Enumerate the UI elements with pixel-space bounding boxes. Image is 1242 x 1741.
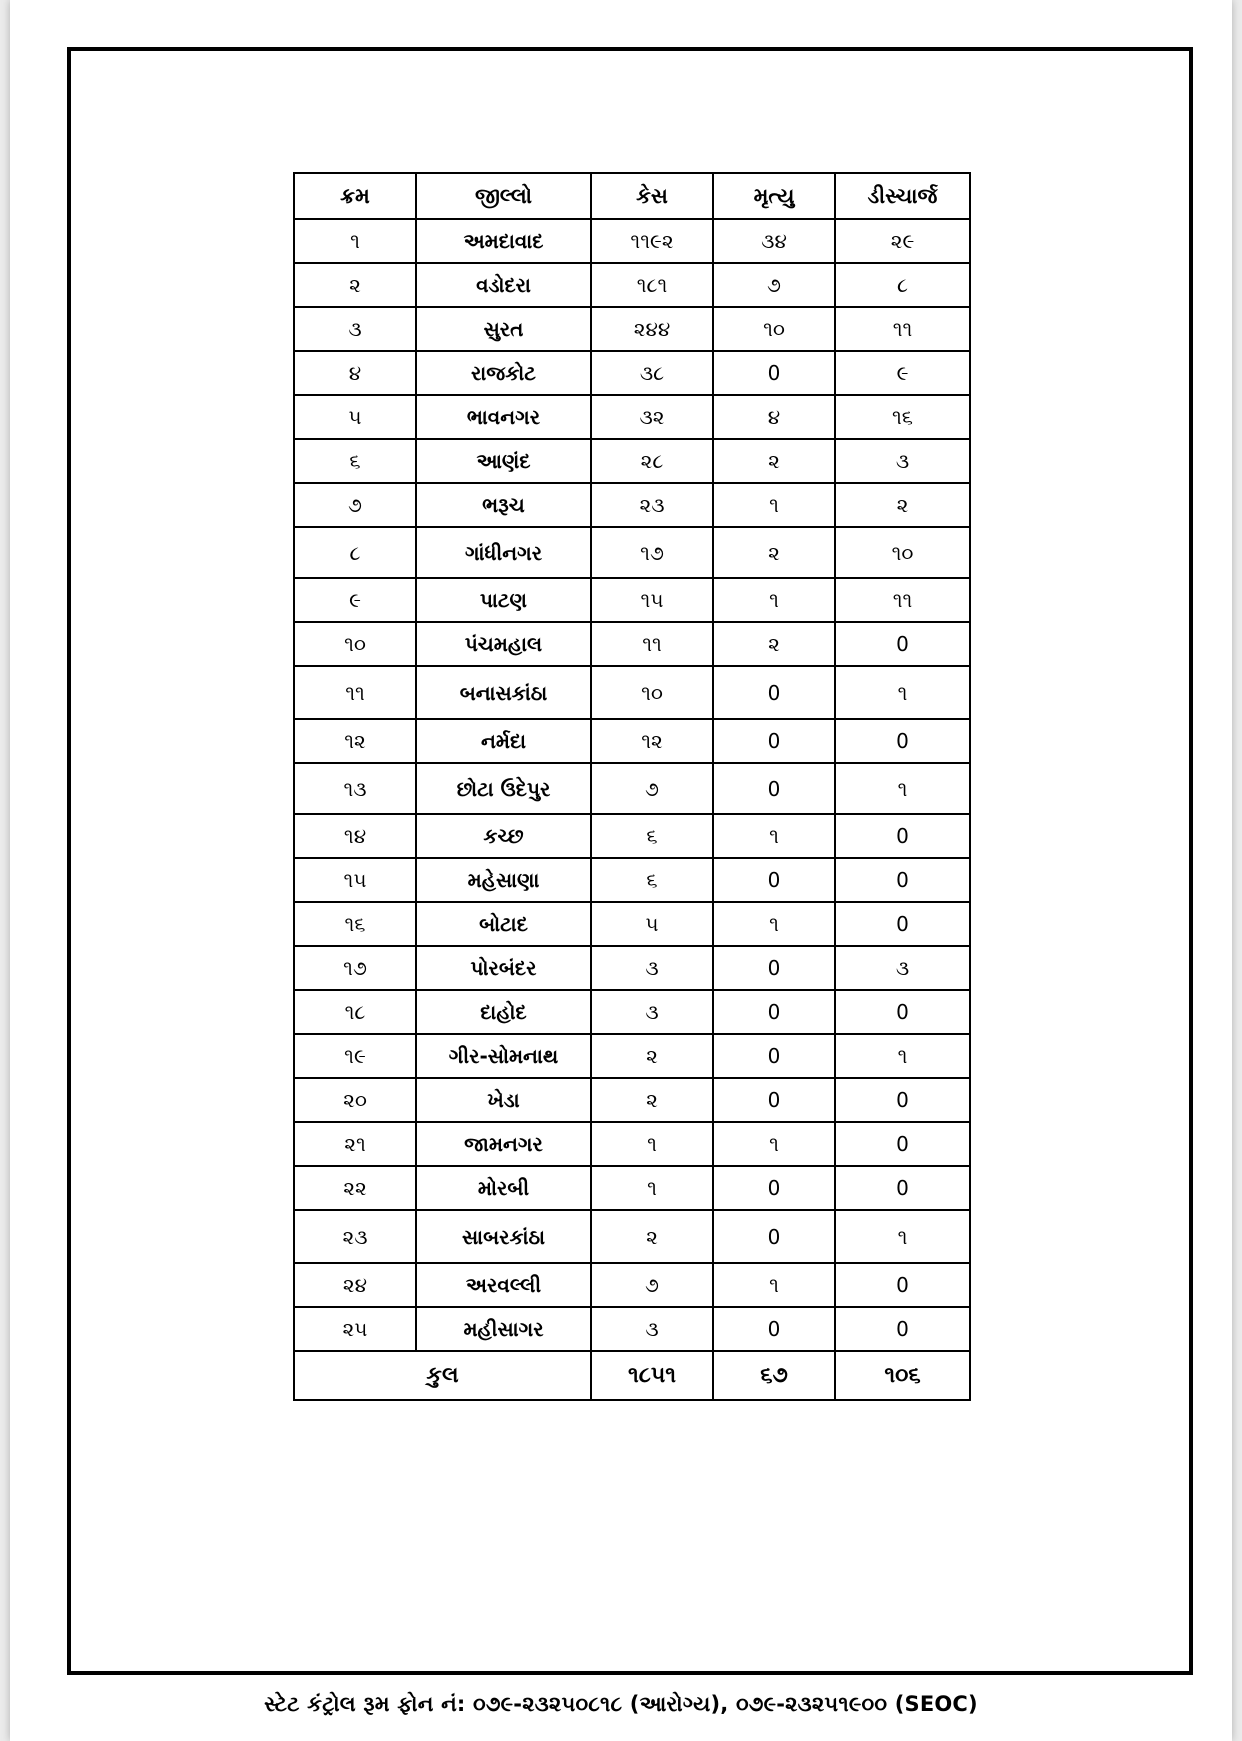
discharged-cell: ૧ bbox=[835, 763, 970, 814]
deaths-cell: 0 bbox=[713, 990, 835, 1034]
table-row bbox=[294, 1210, 970, 1263]
table-row bbox=[294, 814, 970, 858]
deaths-cell: 0 bbox=[713, 719, 835, 763]
serial-cell: ૧૨ bbox=[294, 719, 416, 763]
district-cell: અરવલ્લી bbox=[416, 1263, 591, 1307]
table-row bbox=[294, 307, 970, 351]
discharged-cell: ૩ bbox=[835, 946, 970, 990]
total-deaths: ૬૭ bbox=[713, 1351, 835, 1400]
discharged-cell: 0 bbox=[835, 814, 970, 858]
serial-cell: ૫ bbox=[294, 395, 416, 439]
cases-cell: ૧૨ bbox=[591, 719, 713, 763]
serial-cell: ૧૯ bbox=[294, 1034, 416, 1078]
table-row bbox=[294, 622, 970, 666]
serial-cell: ૧ bbox=[294, 219, 416, 263]
deaths-cell: ૧ bbox=[713, 1263, 835, 1307]
cases-cell: ૭ bbox=[591, 1263, 713, 1307]
district-cell: સુરત bbox=[416, 307, 591, 351]
serial-cell: ૨૪ bbox=[294, 1263, 416, 1307]
discharged-cell: ૧ bbox=[835, 666, 970, 719]
cases-cell: ૧૫ bbox=[591, 578, 713, 622]
discharged-cell: ૨ bbox=[835, 483, 970, 527]
discharged-cell: ૧ bbox=[835, 1210, 970, 1263]
district-cell: બોટાદ bbox=[416, 902, 591, 946]
district-cell: જામનગર bbox=[416, 1122, 591, 1166]
district-cell: બનાસકાંઠા bbox=[416, 666, 591, 719]
district-cell: અમદાવાદ bbox=[416, 219, 591, 263]
serial-cell: ૧૩ bbox=[294, 763, 416, 814]
serial-cell: ૨૫ bbox=[294, 1307, 416, 1351]
discharged-cell: ૧૦ bbox=[835, 527, 970, 578]
serial-cell: ૨ bbox=[294, 263, 416, 307]
serial-cell: ૧૬ bbox=[294, 902, 416, 946]
deaths-cell: ૭ bbox=[713, 263, 835, 307]
table-row bbox=[294, 351, 970, 395]
deaths-cell: ૨ bbox=[713, 622, 835, 666]
table-row bbox=[294, 483, 970, 527]
district-cell: કચ્છ bbox=[416, 814, 591, 858]
district-cell: સાબરકાંઠા bbox=[416, 1210, 591, 1263]
cases-cell: ૨૮ bbox=[591, 439, 713, 483]
table-row bbox=[294, 1307, 970, 1351]
deaths-cell: 0 bbox=[713, 351, 835, 395]
serial-cell: ૨૧ bbox=[294, 1122, 416, 1166]
district-cell: ભાવનગર bbox=[416, 395, 591, 439]
discharged-cell: 0 bbox=[835, 1122, 970, 1166]
district-cell: છોટા ઉદેપુર bbox=[416, 763, 591, 814]
header-deaths: મૃત્યુ bbox=[713, 173, 835, 219]
deaths-cell: 0 bbox=[713, 1078, 835, 1122]
discharged-cell: 0 bbox=[835, 902, 970, 946]
deaths-cell: 0 bbox=[713, 1166, 835, 1210]
district-cases-table bbox=[293, 172, 971, 1401]
serial-cell: ૪ bbox=[294, 351, 416, 395]
district-cell: પાટણ bbox=[416, 578, 591, 622]
discharged-cell: 0 bbox=[835, 1263, 970, 1307]
discharged-cell: ૧૧ bbox=[835, 307, 970, 351]
cases-cell: ૧૮૧ bbox=[591, 263, 713, 307]
total-discharged: ૧૦૬ bbox=[835, 1351, 970, 1400]
discharged-cell: ૧૧ bbox=[835, 578, 970, 622]
header-serial: ક્રમ bbox=[294, 173, 416, 219]
district-cell: પંચમહાલ bbox=[416, 622, 591, 666]
district-cell: આણંદ bbox=[416, 439, 591, 483]
discharged-cell: 0 bbox=[835, 719, 970, 763]
serial-cell: ૯ bbox=[294, 578, 416, 622]
district-cell: દાહોદ bbox=[416, 990, 591, 1034]
table-row bbox=[294, 1078, 970, 1122]
deaths-cell: ૧ bbox=[713, 902, 835, 946]
table-row bbox=[294, 263, 970, 307]
discharged-cell: ૧૬ bbox=[835, 395, 970, 439]
deaths-cell: ૧ bbox=[713, 578, 835, 622]
district-cell: નર્મદા bbox=[416, 719, 591, 763]
serial-cell: ૭ bbox=[294, 483, 416, 527]
table-row bbox=[294, 395, 970, 439]
district-cell: મહીસાગર bbox=[416, 1307, 591, 1351]
discharged-cell: ૯ bbox=[835, 351, 970, 395]
serial-cell: ૧૮ bbox=[294, 990, 416, 1034]
table-row bbox=[294, 439, 970, 483]
serial-cell: ૧૧ bbox=[294, 666, 416, 719]
header-cases: કેસ bbox=[591, 173, 713, 219]
table-row bbox=[294, 858, 970, 902]
discharged-cell: 0 bbox=[835, 1078, 970, 1122]
district-cell: ભરૂચ bbox=[416, 483, 591, 527]
cases-cell: ૩ bbox=[591, 990, 713, 1034]
cases-cell: ૩ bbox=[591, 946, 713, 990]
discharged-cell: ૩ bbox=[835, 439, 970, 483]
cases-cell: ૫ bbox=[591, 902, 713, 946]
cases-cell: ૨ bbox=[591, 1078, 713, 1122]
cases-cell: ૧૧ bbox=[591, 622, 713, 666]
serial-cell: ૨૦ bbox=[294, 1078, 416, 1122]
deaths-cell: ૨ bbox=[713, 527, 835, 578]
deaths-cell: ૨ bbox=[713, 439, 835, 483]
serial-cell: ૬ bbox=[294, 439, 416, 483]
cases-cell: ૨ bbox=[591, 1210, 713, 1263]
table-row bbox=[294, 902, 970, 946]
district-cell: મોરબી bbox=[416, 1166, 591, 1210]
serial-cell: ૧૦ bbox=[294, 622, 416, 666]
cases-cell: ૧૭ bbox=[591, 527, 713, 578]
deaths-cell: ૪ bbox=[713, 395, 835, 439]
serial-cell: ૧૭ bbox=[294, 946, 416, 990]
deaths-cell: ૧ bbox=[713, 483, 835, 527]
deaths-cell: ૧ bbox=[713, 1122, 835, 1166]
deaths-cell: 0 bbox=[713, 946, 835, 990]
table-row bbox=[294, 719, 970, 763]
cases-cell: ૧૧૯૨ bbox=[591, 219, 713, 263]
district-cell: રાજકોટ bbox=[416, 351, 591, 395]
deaths-cell: 0 bbox=[713, 666, 835, 719]
deaths-cell: ૩૪ bbox=[713, 219, 835, 263]
discharged-cell: ૨૯ bbox=[835, 219, 970, 263]
total-label: કુલ bbox=[294, 1351, 591, 1400]
header-discharged: ડીસ્ચાર્જ bbox=[835, 173, 970, 219]
total-row bbox=[294, 1351, 970, 1400]
table-header-row bbox=[294, 173, 970, 219]
district-cell: ગાંધીનગર bbox=[416, 527, 591, 578]
document-page bbox=[10, 0, 1232, 1741]
deaths-cell: 0 bbox=[713, 1210, 835, 1263]
district-cell: પોરબંદર bbox=[416, 946, 591, 990]
footer-contact-line: સ્ટેટ કંટ્રોલ રૂમ ફોન નં: ૦૭૯-૨૩૨૫૦૮૧૮ (આરોગ્ય), ૦૭૯-૨૩૨૫૧૯૦૦ (SEOC) bbox=[264, 1692, 978, 1716]
cases-cell: ૩ bbox=[591, 1307, 713, 1351]
deaths-cell: ૧૦ bbox=[713, 307, 835, 351]
table-row bbox=[294, 1122, 970, 1166]
cases-cell: ૨૪૪ bbox=[591, 307, 713, 351]
table-row bbox=[294, 946, 970, 990]
table-row bbox=[294, 1263, 970, 1307]
discharged-cell: 0 bbox=[835, 1166, 970, 1210]
header-district: જીલ્લો bbox=[416, 173, 591, 219]
serial-cell: ૮ bbox=[294, 527, 416, 578]
table-row bbox=[294, 763, 970, 814]
serial-cell: ૧૫ bbox=[294, 858, 416, 902]
table-row bbox=[294, 666, 970, 719]
cases-cell: ૨૩ bbox=[591, 483, 713, 527]
deaths-cell: 0 bbox=[713, 1034, 835, 1078]
discharged-cell: 0 bbox=[835, 1307, 970, 1351]
table-row bbox=[294, 219, 970, 263]
cases-cell: ૬ bbox=[591, 814, 713, 858]
discharged-cell: ૧ bbox=[835, 1034, 970, 1078]
discharged-cell: 0 bbox=[835, 990, 970, 1034]
cases-cell: ૧ bbox=[591, 1166, 713, 1210]
cases-cell: ૬ bbox=[591, 858, 713, 902]
serial-cell: ૨૩ bbox=[294, 1210, 416, 1263]
table-row bbox=[294, 527, 970, 578]
cases-cell: ૭ bbox=[591, 763, 713, 814]
total-cases: ૧૮૫૧ bbox=[591, 1351, 713, 1400]
cases-cell: ૩૨ bbox=[591, 395, 713, 439]
district-cell: વડોદરા bbox=[416, 263, 591, 307]
deaths-cell: 0 bbox=[713, 1307, 835, 1351]
discharged-cell: 0 bbox=[835, 858, 970, 902]
cases-cell: ૨ bbox=[591, 1034, 713, 1078]
table-row bbox=[294, 1166, 970, 1210]
discharged-cell: 0 bbox=[835, 622, 970, 666]
deaths-cell: 0 bbox=[713, 763, 835, 814]
table-row bbox=[294, 1034, 970, 1078]
district-cell: ખેડા bbox=[416, 1078, 591, 1122]
cases-cell: ૧ bbox=[591, 1122, 713, 1166]
serial-cell: ૨૨ bbox=[294, 1166, 416, 1210]
serial-cell: ૧૪ bbox=[294, 814, 416, 858]
cases-cell: ૩૮ bbox=[591, 351, 713, 395]
district-cell: ગીર-સોમનાથ bbox=[416, 1034, 591, 1078]
discharged-cell: ૮ bbox=[835, 263, 970, 307]
table-row bbox=[294, 990, 970, 1034]
serial-cell: ૩ bbox=[294, 307, 416, 351]
cases-cell: ૧૦ bbox=[591, 666, 713, 719]
deaths-cell: 0 bbox=[713, 858, 835, 902]
table-row bbox=[294, 578, 970, 622]
district-cell: મહેસાણા bbox=[416, 858, 591, 902]
deaths-cell: ૧ bbox=[713, 814, 835, 858]
